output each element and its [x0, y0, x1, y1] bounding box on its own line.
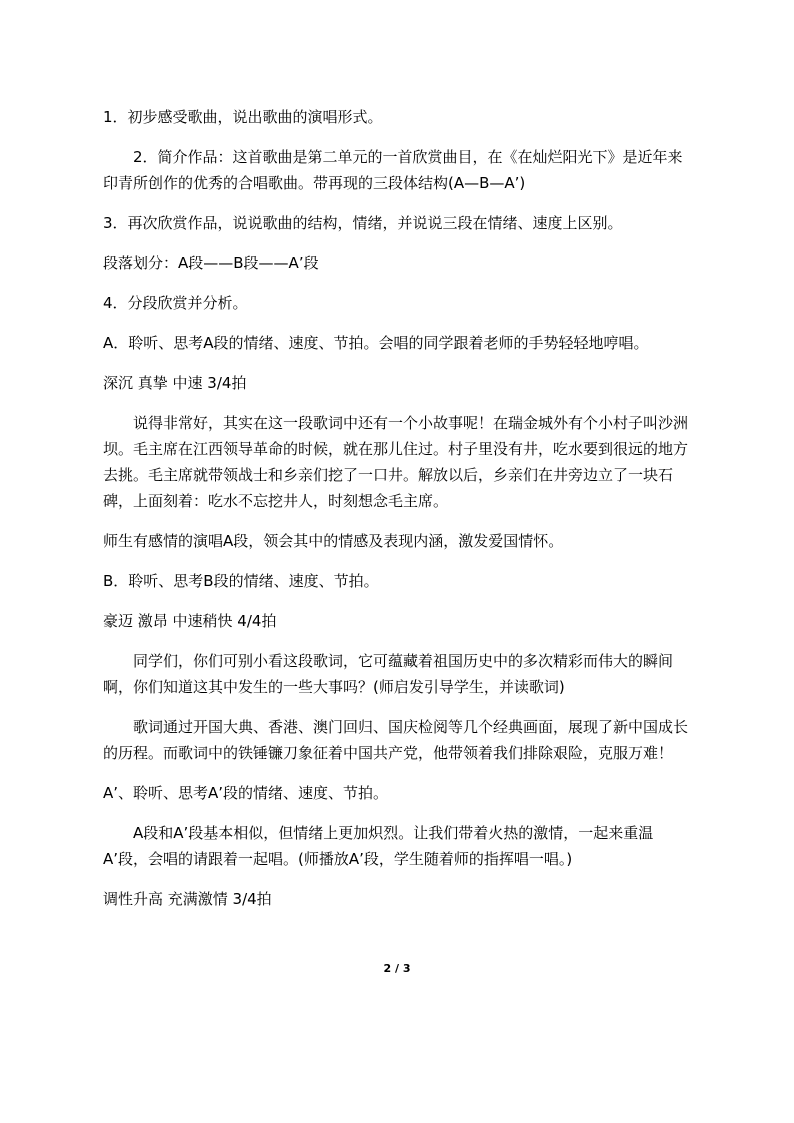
paragraph-4: 段落划分：A段——B段——A’段: [103, 254, 319, 272]
paragraph-15: A段和A’段基本相似，但情绪上更加炽烈。让我们带着火热的激情，一起来重温A’段，会唱的请跟着一起唱。(师播放A’段，学生随着师的指挥唱一唱。): [103, 824, 654, 868]
paragraph-2: 2．简介作品：这首歌曲是第二单元的一首欣赏曲目，在《在灿烂阳光下》是近年来印青所创作的优秀的合唱歌曲。带再现的三段体结构(A—B—A’): [103, 148, 683, 192]
document-body: [103, 104, 697, 926]
page-number: 2 / 3: [383, 962, 411, 975]
paragraph-11: 豪迈 激昂 中速稍快 4/4拍: [103, 612, 277, 630]
paragraph-1: 1．初步感受歌曲，说出歌曲的演唱形式。: [103, 108, 383, 126]
paragraph-3: 3．再次欣赏作品，说说歌曲的结构，情绪，并说说三段在情绪、速度上区别。: [103, 214, 623, 232]
paragraph-14: A’、聆听、思考A’段的情绪、速度、节拍。: [103, 784, 389, 802]
paragraph-10: B．聆听、思考B段的情绪、速度、节拍。: [103, 572, 379, 590]
paragraph-12: 同学们，你们可别小看这段歌词，它可蕴藏着祖国历史中的多次精彩而伟大的瞬间啊，你们知道这其中发生的一些大事吗？(师启发引导学生，并读歌词): [103, 652, 674, 696]
paragraph-8: 说得非常好，其实在这一段歌词中还有一个小故事呢！在瑞金城外有个小村子叫沙洲坝。毛主席在江西领导革命的时候，就在那儿住过。村子里没有井，吃水要到很远的地方去挑。毛主席就带领战士和乡亲们挖了一口井。解放以后，乡亲们在井旁边立了一块石碑，上面刻着：吃水不忘挖井人，时刻想念毛主席。: [103, 414, 689, 510]
paragraph-6: A．聆听、思考A段的情绪、速度、节拍。会唱的同学跟着老师的手势轻轻地哼唱。: [103, 334, 649, 352]
paragraph-16: 调性升高 充满激情 3/4拍: [103, 890, 272, 908]
paragraph-5: 4．分段欣赏并分析。: [103, 294, 248, 312]
paragraph-13: 歌词通过开国大典、香港、澳门回归、国庆检阅等几个经典画面，展现了新中国成长的历程。而歌词中的铁锤镰刀象征着中国共产党，他带领着我们排除艰险，克服万难！: [103, 718, 689, 762]
paragraph-7: 深沉 真挚 中速 3/4拍: [103, 374, 247, 392]
paragraph-9: 师生有感情的演唱A段，领会其中的情感及表现内涵，激发爱国情怀。: [103, 532, 564, 550]
